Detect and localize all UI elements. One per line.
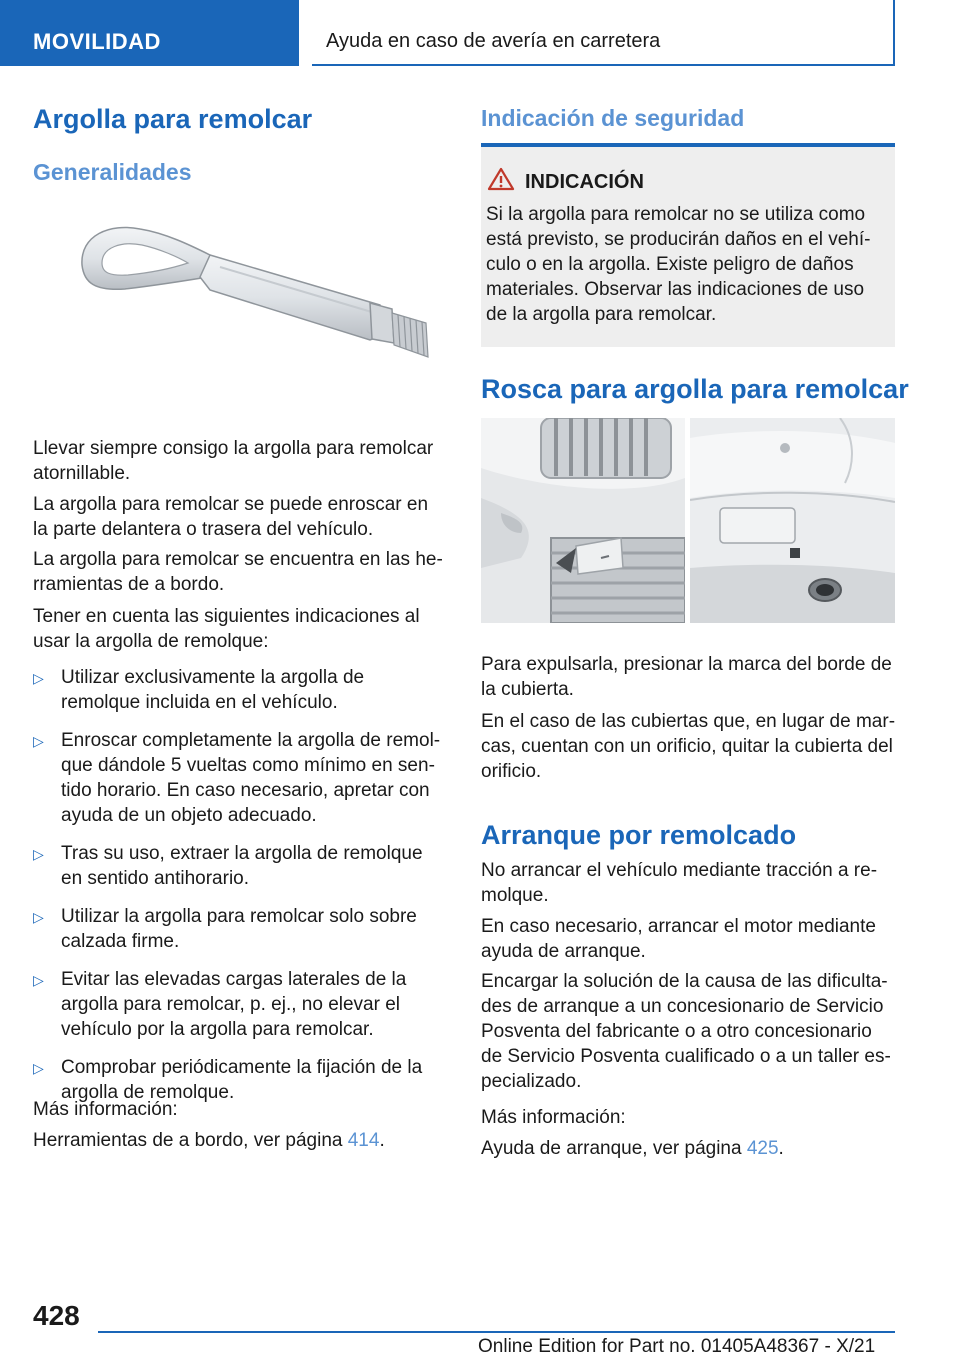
section-title-tow-start: Arranque por remolcado xyxy=(481,820,797,850)
tow-eye-illustration xyxy=(70,205,445,395)
list-item: ▷ Enroscar completamente la argolla de remolque dándole 5 vueltas como mínimo en sentido horario. En caso necesario, apretar con ayuda de un objeto adecuado. xyxy=(33,730,441,826)
notice-text: Si la argolla para remolcar no se utiliza como está previsto, se producirán daños en el vehículo o en la argolla. Existe peligro de daños materiales. Observar las indicaciones de uso de la argolla para remolcar. xyxy=(486,204,871,325)
triangle-bullet-icon: ▷ xyxy=(33,846,44,862)
header-chapter-label: Ayuda en caso de avería en carretera xyxy=(326,30,661,52)
list-item: ▷ Utilizar exclusivamente la argolla de remolque incluida en el vehículo. xyxy=(33,667,365,713)
section-title-thread: Rosca para argolla para remolcar xyxy=(481,374,909,404)
triangle-bullet-icon: ▷ xyxy=(33,909,44,925)
list-item: ▷ Evitar las elevadas cargas laterales de la argolla para remolcar, p. ej., no elevar el vehículo por la argolla para remolcar. xyxy=(33,969,407,1040)
section-title-tow-eye: Argolla para remolcar xyxy=(33,104,313,134)
usage-notes-list xyxy=(33,665,448,1118)
more-info-ref-right: Ayuda de arranque, ver página 425. xyxy=(481,1138,784,1159)
paragraph-usage-notes-intro: Tener en cuenta las siguientes indicaciones al usar la argolla de remolque: xyxy=(33,606,420,652)
paragraph-screw-location: La argolla para remolcar se puede enroscar en la parte delantera o trasera del vehículo. xyxy=(33,494,429,540)
header-chapter-box xyxy=(312,0,895,66)
list-item: ▷ Comprobar periódicamente la fijación de la argolla de remolque. xyxy=(33,1057,423,1103)
paragraph-carry-tow-eye: Llevar siempre consigo la argolla para remolcar atornillable. xyxy=(33,438,434,484)
list-item: ▷ Utilizar la argolla para remolcar solo sobre calzada firme. xyxy=(33,906,417,952)
footer-edition: Online Edition for Part no. 01405A48367 - X/21 xyxy=(478,1336,876,1357)
paragraph-cover-with-hole: En el caso de las cubiertas que, en lugar de marcas, cuentan con un orificio, quitar la cubierta del orificio. xyxy=(481,711,896,782)
paragraph-onboard-tools: La argolla para remolcar se encuentra en las herramientas de a bordo. xyxy=(33,549,443,595)
rear-bumper-thread-cover-photo xyxy=(690,418,895,623)
more-info-ref-left: Herramientas de a bordo, ver página 414. xyxy=(33,1130,385,1151)
warning-triangle-icon xyxy=(487,167,515,191)
notice-label: INDICACIÓN xyxy=(525,171,644,193)
more-info-label-right: Más información: xyxy=(481,1107,626,1128)
list-item: ▷ Tras su uso, extraer la argolla de remolque en sentido antihorario. xyxy=(33,843,423,889)
front-bumper-thread-cover-photo xyxy=(481,418,685,623)
paragraph-no-tow-start: No arrancar el vehículo mediante tracción a remolque. xyxy=(481,860,878,906)
paragraph-jump-start: En caso necesario, arrancar el motor mediante ayuda de arranque. xyxy=(481,916,876,962)
footer-divider xyxy=(98,1331,895,1333)
paragraph-eject-cover: Para expulsarla, presionar la marca del borde de la cubierta. xyxy=(481,654,892,700)
page-link-414[interactable]: 414 xyxy=(347,1130,380,1151)
notice-box xyxy=(481,147,895,347)
more-info-label-left: Más información: xyxy=(33,1099,178,1120)
triangle-bullet-icon: ▷ xyxy=(33,1060,44,1076)
safety-section-title: Indicación de seguridad xyxy=(481,105,745,131)
paragraph-service-partner: Encargar la solución de la causa de las dificultades de arranque a un concesionario de Servicio Posventa del fabricante o a otro concesionario de Servicio Posventa cualificado o a un taller especializado. xyxy=(481,971,891,1092)
header-section-label: MOVILIDAD xyxy=(33,29,161,54)
subsection-title-general: Generalidades xyxy=(33,159,192,185)
page-link-425[interactable]: 425 xyxy=(746,1138,779,1159)
triangle-bullet-icon: ▷ xyxy=(33,733,44,749)
page-number: 428 xyxy=(33,1300,80,1331)
triangle-bullet-icon: ▷ xyxy=(33,670,44,686)
triangle-bullet-icon: ▷ xyxy=(33,972,44,988)
header-section-tab xyxy=(0,0,299,66)
